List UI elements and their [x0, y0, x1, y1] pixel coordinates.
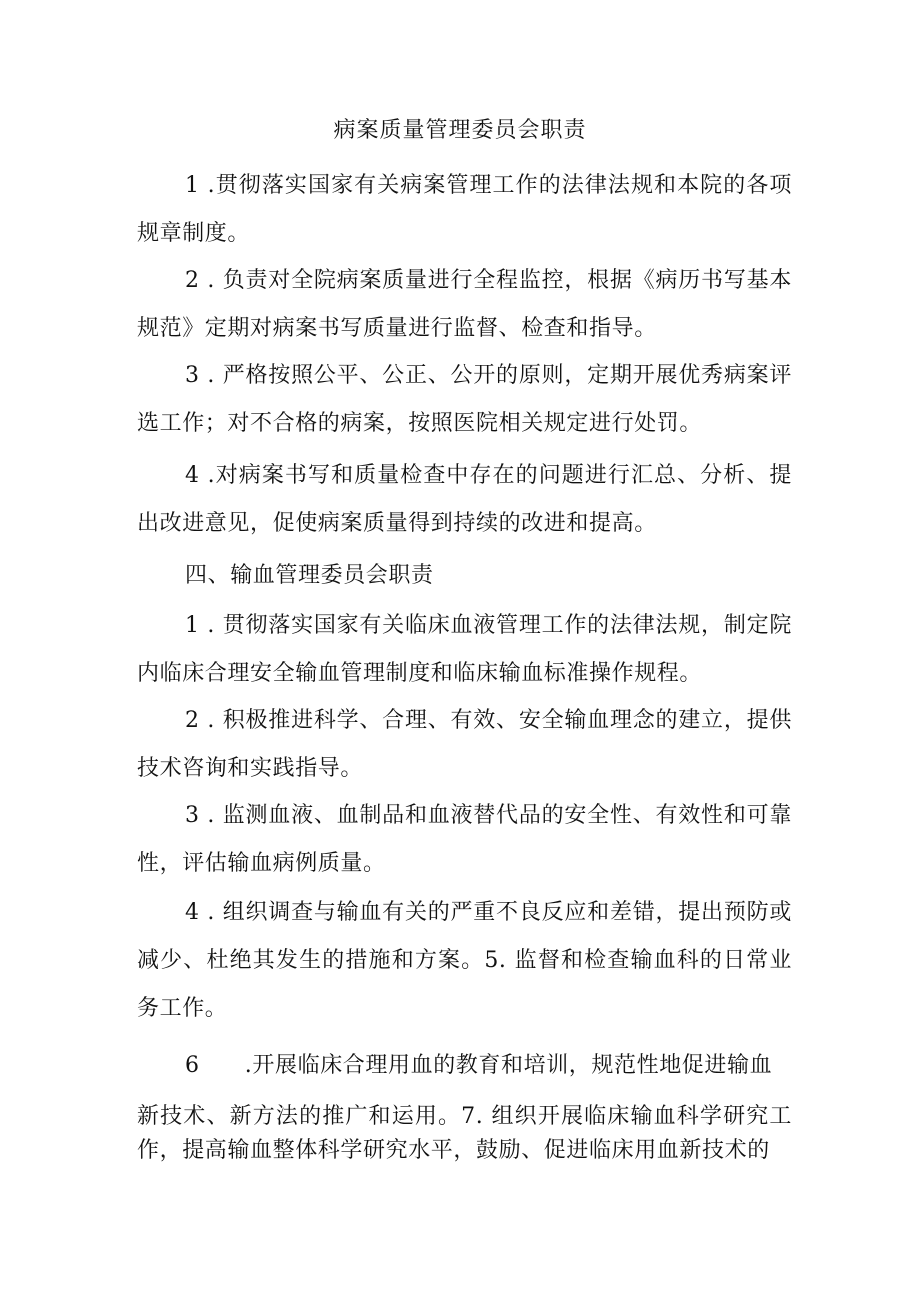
- paragraph-10: 新技术、新方法的推广和运用。7. 组织开展临床输血科学研究工作，提高输血整体科学研究水平，鼓励、促进临床用血新技术的: [137, 1104, 792, 1163]
- paragraph-4: 4 .对病案书写和质量检查中存在的问题进行汇总、分析、提出改进意见，促使病案质量得到持续的改进和提高。: [137, 463, 792, 536]
- paragraph-9: 6 .开展临床合理用血的教育和培训，规范性地促进输血: [185, 1053, 773, 1078]
- paragraph-8: 4 . 组织调查与输血有关的严重不良反应和差错，提出预防或减少、杜绝其发生的措施和方案。5. 监督和检查输血科的日常业务工作。: [137, 900, 792, 1021]
- paragraph-6: 2 . 积极推进科学、合理、有效、安全输血理念的建立，提供技术咨询和实践指导。: [137, 708, 792, 781]
- section-heading: 四、输血管理委员会职责: [185, 563, 434, 588]
- paragraph-5: 1 . 贯彻落实国家有关临床血液管理工作的法律法规，制定院内临床合理安全输血管理制度和临床输血标准操作规程。: [137, 613, 792, 686]
- page-title: 病案质量管理委员会职责: [333, 118, 587, 143]
- paragraph-3: 3 . 严格按照公平、公正、公开的原则，定期开展优秀病案评选工作；对不合格的病案，按照医院相关规定进行处罚。: [137, 363, 792, 436]
- paragraph-2: 2 . 负责对全院病案质量进行全程监控，根据《病历书写基本规范》定期对病案书写质量进行监督、检查和指导。: [137, 268, 792, 341]
- paragraph-7: 3 . 监测血液、血制品和血液替代品的安全性、有效性和可靠性，评估输血病例质量。: [137, 803, 792, 876]
- paragraph-1: 1 .贯彻落实国家有关病案管理工作的法律法规和本院的各项规章制度。: [137, 173, 792, 246]
